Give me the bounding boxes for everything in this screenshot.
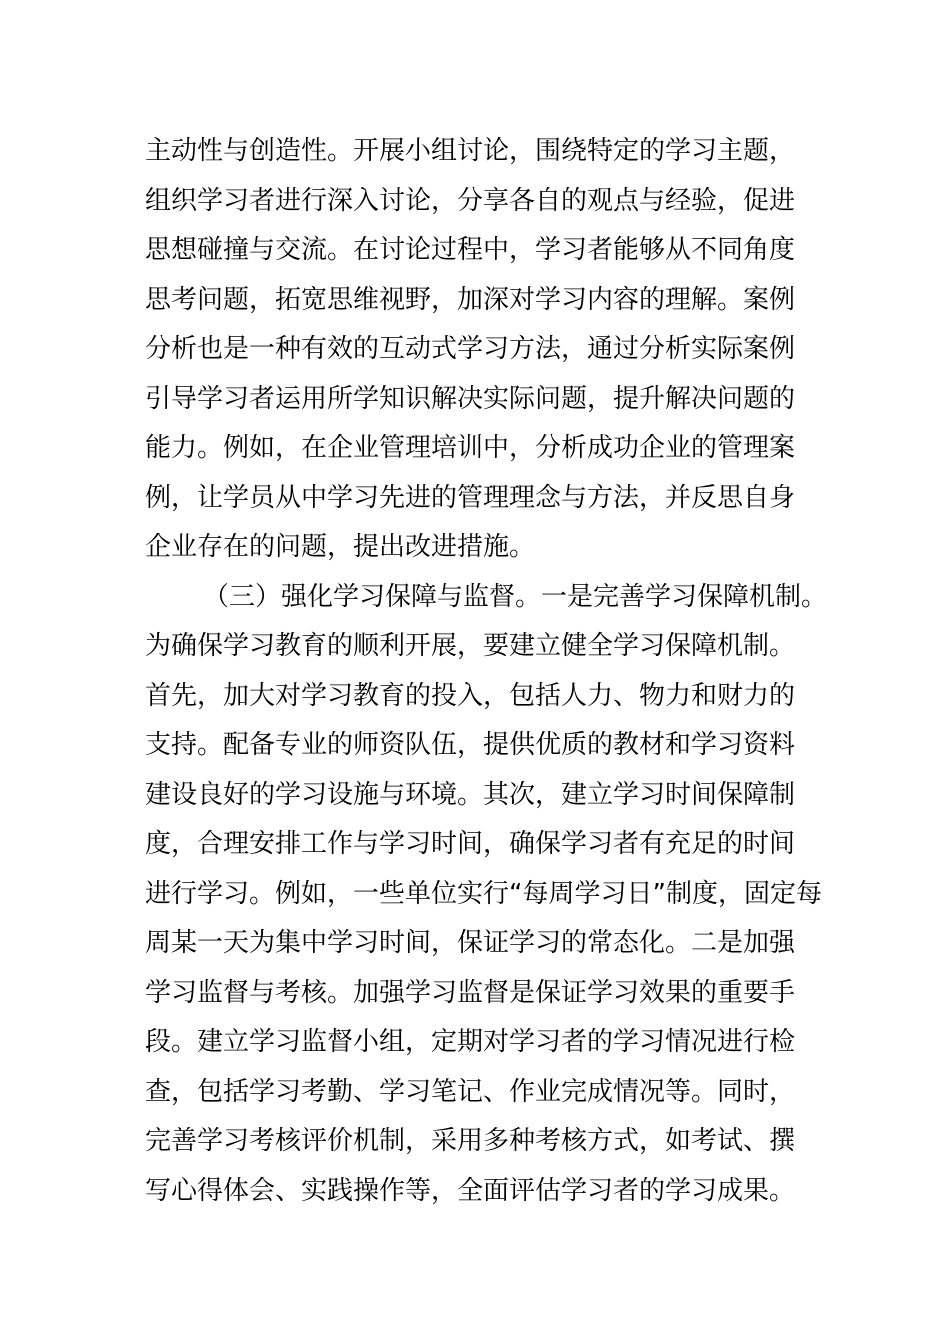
text-line: 完善学习考核评价机制，采用多种考核方式，如考试、撰 — [145, 1126, 796, 1156]
text-line: 为确保学习教育的顺利开展，要建立健全学习保障机制。 — [145, 631, 796, 661]
text-line: 查，包括学习考勤、学习笔记、作业完成情况等。同时， — [145, 1076, 796, 1107]
section-heading-line: （三）强化学习保障与监督。一是完善学习保障机制。 — [203, 581, 828, 612]
text-line: 主动性与创造性。开展小组讨论，围绕特定的学习主题， — [145, 136, 796, 166]
text-line: 周某一天为集中学习时间，保证学习的常态化。二是加强 — [145, 928, 796, 958]
body-text — [145, 127, 845, 1216]
text-line: 度，合理安排工作与学习时间，确保学习者有充足的时间 — [145, 829, 796, 859]
text-line: 段。建立学习监督小组，定期对学习者的学习情况进行检 — [145, 1027, 796, 1057]
text-line: 建设良好的学习设施与环境。其次，建立学习时间保障制 — [145, 779, 796, 810]
text-line: 企业存在的问题，提出改进措施。 — [145, 532, 536, 562]
text-line: 首先，加大对学习教育的投入，包括人力、物力和财力的 — [145, 680, 796, 711]
text-line: 组织学习者进行深入讨论，分享各自的观点与经验，促进 — [145, 185, 796, 216]
text-line: 进行学习。例如，一些单位实行“每周学习日”制度，固定每 — [145, 878, 822, 909]
text-line: 例，让学员从中学习先进的管理理念与方法，并反思自身 — [145, 482, 796, 513]
text-line: 思想碰撞与交流。在讨论过程中，学习者能够从不同角度 — [145, 235, 796, 265]
text-line: 引导学习者运用所学知识解决实际问题，提升解决问题的 — [145, 383, 796, 414]
text-line: 写心得体会、实践操作等，全面评估学习者的学习成果。 — [145, 1175, 796, 1206]
text-line: 思考问题，拓宽思维视野，加深对学习内容的理解。案例 — [145, 284, 796, 315]
text-line: 能力。例如，在企业管理培训中，分析成功企业的管理案 — [145, 433, 796, 463]
text-line: 分析也是一种有效的互动式学习方法，通过分析实际案例 — [145, 334, 796, 364]
text-line: 学习监督与考核。加强学习监督是保证学习效果的重要手 — [145, 977, 796, 1008]
text-line: 支持。配备专业的师资队伍，提供优质的教材和学习资料 — [145, 730, 796, 760]
